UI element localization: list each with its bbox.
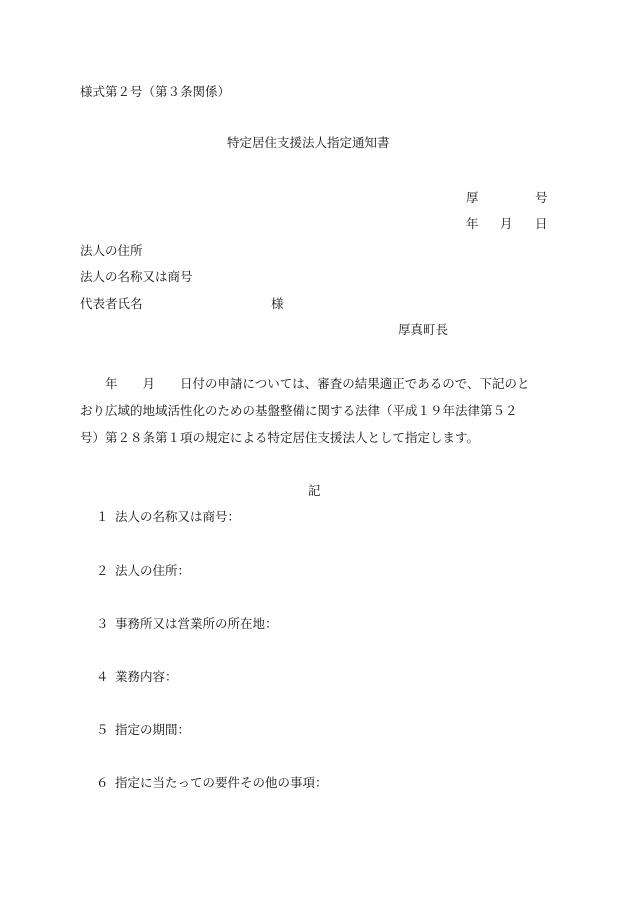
item-label: 法人の名称又は商号： [115, 509, 241, 524]
ki-heading: 記 [308, 483, 321, 498]
item-number: ３ [96, 616, 109, 631]
body-line-2: おり広域的地域活性化のための基盤整備に関する法律（平成１９年法律第５２ [80, 403, 518, 418]
item-label: 事務所又は営業所の所在地： [115, 616, 278, 631]
body-line-1: 年 月 日付の申請については、審査の結果適正であるので、下記のと [80, 376, 530, 391]
item-number: ４ [96, 669, 109, 684]
document-title: 特定居住支援法人指定通知書 [227, 135, 390, 150]
item-number: ２ [96, 563, 109, 578]
item-number: ５ [96, 722, 109, 737]
form-label: 様式第２号（第３条関係） [80, 84, 231, 99]
item-label: 指定の期間： [115, 722, 191, 737]
representative-label: 代表者氏名 [80, 296, 143, 311]
date-month: 月 [500, 216, 513, 231]
honorific: 様 [271, 296, 284, 311]
body-line-3: 号）第２８条第１項の規定による特定居住支援法人として指定します。 [80, 430, 480, 445]
item-number: １ [96, 509, 109, 524]
issuer: 厚真町長 [398, 322, 449, 337]
date-day: 日 [535, 216, 548, 231]
item-label: 法人の住所： [115, 563, 191, 578]
number-prefix: 厚 [466, 190, 479, 205]
body-paragraph [80, 370, 550, 451]
item-label: 指定に当たっての要件その他の事項： [115, 775, 328, 790]
recipient-name-label: 法人の名称又は商号 [80, 269, 193, 284]
item-number: ６ [96, 775, 109, 790]
recipient-address-label: 法人の住所 [80, 243, 143, 258]
number-suffix: 号 [535, 190, 548, 205]
item-label: 業務内容： [115, 669, 178, 684]
date-year: 年 [466, 216, 479, 231]
